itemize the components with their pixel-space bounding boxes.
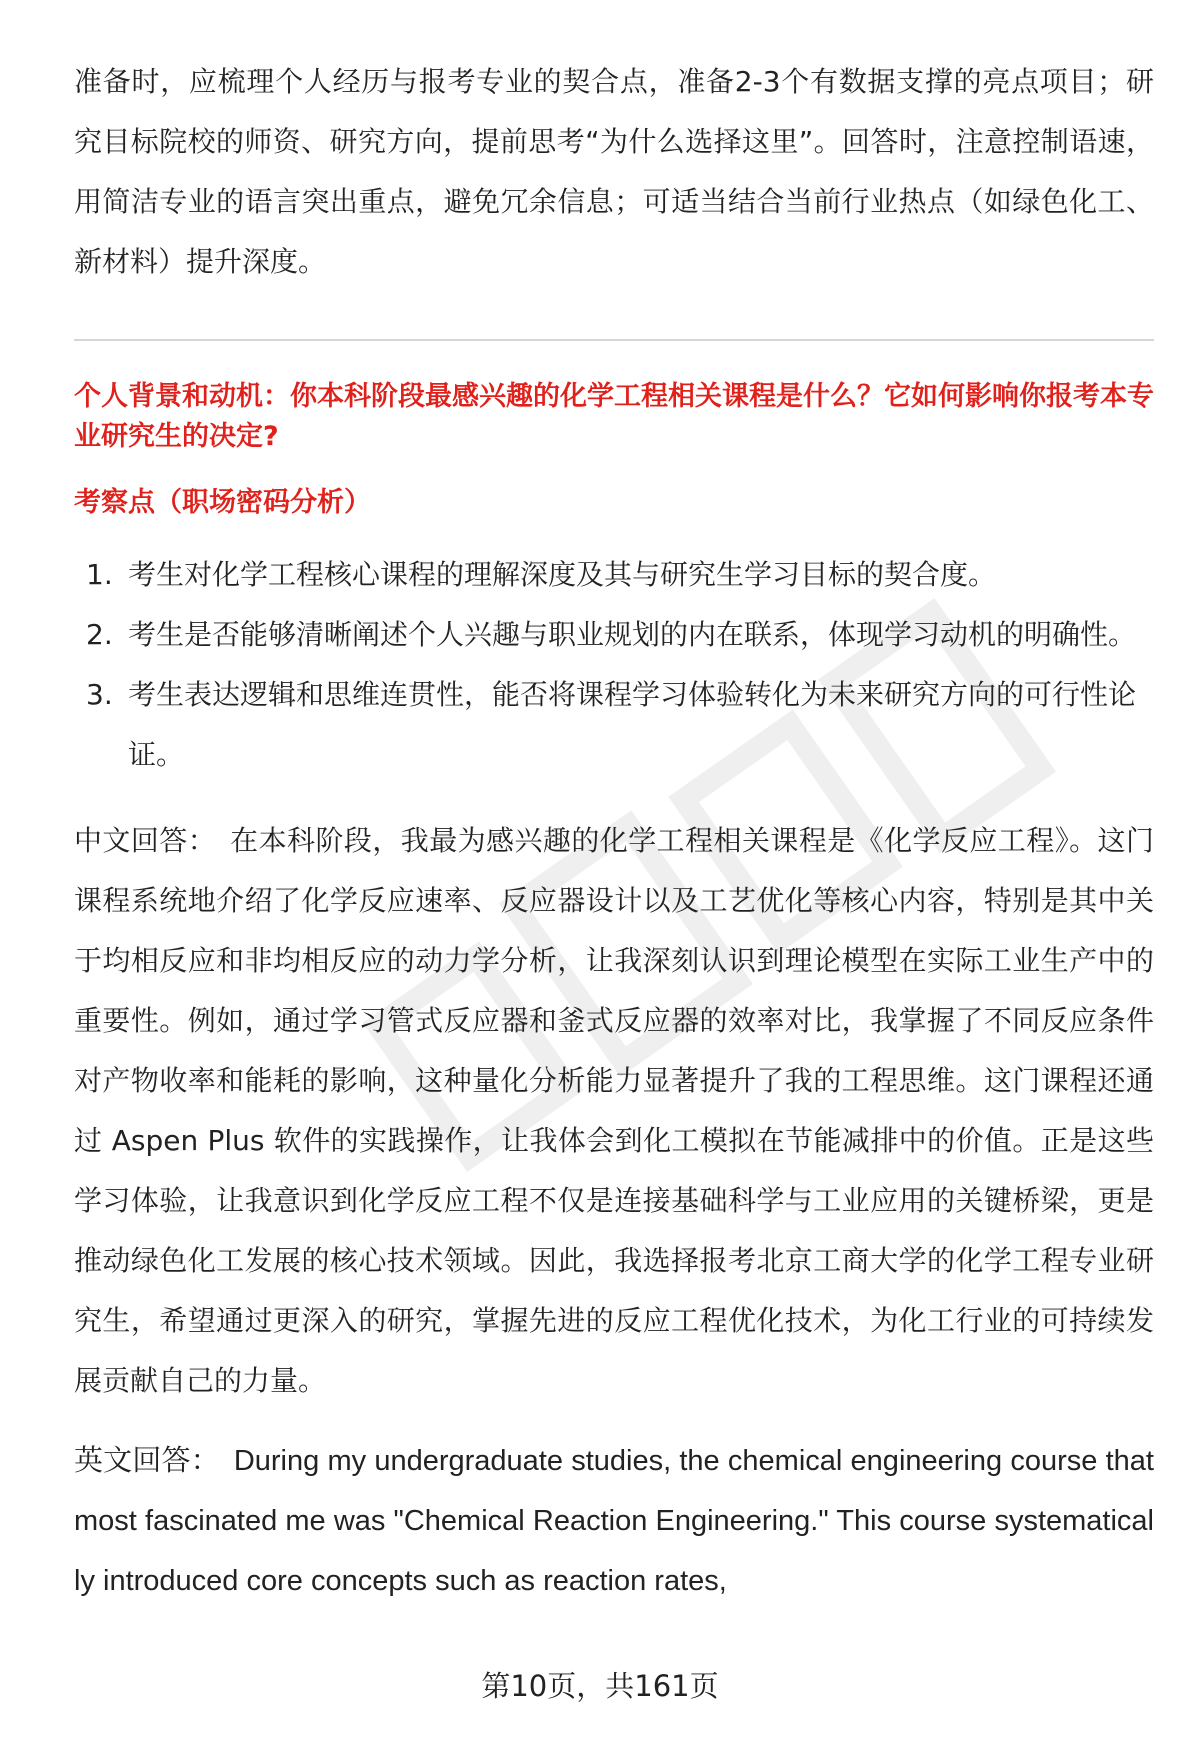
assessment-point bbox=[74, 605, 1154, 665]
english-answer-label: 英文回答： bbox=[74, 1445, 220, 1477]
chinese-answer-label: 中文回答： bbox=[74, 824, 217, 857]
intro-paragraph: 准备时，应梳理个人经历与报考专业的契合点，准备2-3个有数据支撑的亮点项目；研究目标院校的师资、研究方向，提前思考“为什么选择这里”。回答时，注意控制语速，用简洁专业的语言突出重点，避免冗余信息；可适当结合当前行业热点（如绿色化工、新材料）提升深度。 bbox=[74, 65, 1154, 278]
assessment-point-text: 考生是否能够清晰阐述个人兴趣与职业规划的内在联系，体现学习动机的明确性。 bbox=[128, 618, 1137, 651]
document-page bbox=[74, 0, 1154, 1611]
section-divider bbox=[74, 339, 1154, 341]
chinese-answer bbox=[74, 811, 1154, 1411]
page-footer bbox=[0, 1666, 1200, 1706]
chinese-answer-text: 在本科阶段，我最为感兴趣的化学工程相关课程是《化学反应工程》。这门课程系统地介绍了化学反应速率、反应器设计以及工艺优化等核心内容，特别是其中关于均相反应和非均相反应的动力学分析，让我深刻认识到理论模型在实际工业生产中的重要性。例如，通过学习管式反应器和釜式反应器的效率对比，我掌握了不同反应条件对产物收率和能耗的影响，这种量化分析能力显著提升了我的工程思维。这门课程还通过 Aspen Plus 软件的实践操作，让我体会到化工模拟在节能减排中的价值。正是这些学习体验，让我意识到化学反应工程不仅是连接基础科学与工业应用的关键桥梁，更是推动绿色化工发展的核心技术领域。因此，我选择报考北京工商大学的化学工程专业研究生，希望通过更深入的研究，掌握先进的反应工程优化技术，为化工行业的可持续发展贡献自己的力量。 bbox=[74, 824, 1154, 1397]
list-number: 2. bbox=[86, 618, 113, 651]
assessment-point-text: 考生对化学工程核心课程的理解深度及其与研究生学习目标的契合度。 bbox=[128, 558, 997, 591]
assessment-list bbox=[74, 545, 1154, 785]
list-number: 1. bbox=[86, 558, 113, 591]
list-number: 3. bbox=[86, 678, 113, 711]
english-answer-text: During my undergraduate studies, the chemical engineering course that most fascinated me was "Chemical Reaction Engineering." This course systematically introduced core concepts such as reaction rates, bbox=[74, 1445, 1154, 1597]
question-heading: 个人背景和动机：你本科阶段最感兴趣的化学工程相关课程是什么？它如何影响你报考本专业研究生的决定? bbox=[74, 381, 1154, 452]
assessment-point bbox=[74, 545, 1154, 605]
page-indicator: 第10页，共161页 bbox=[481, 1669, 719, 1703]
assessment-point bbox=[74, 665, 1154, 785]
assessment-point-text: 考生表达逻辑和思维连贯性，能否将课程学习体验转化为未来研究方向的可行性论证。 bbox=[128, 678, 1137, 771]
english-answer bbox=[74, 1431, 1154, 1611]
assessment-heading: 考察点（职场密码分析） bbox=[74, 487, 371, 518]
